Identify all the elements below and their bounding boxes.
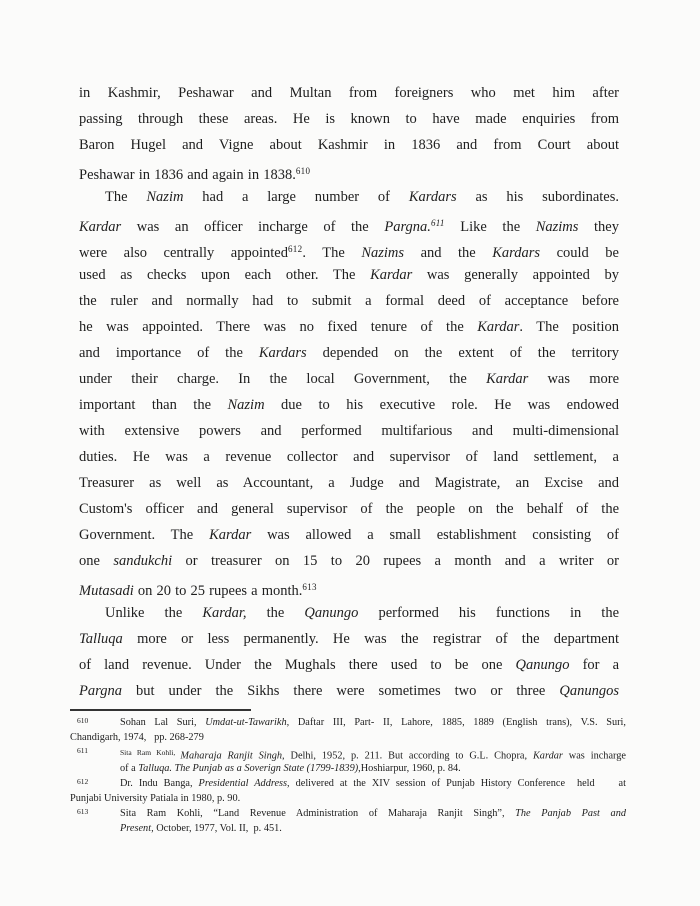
text-segment: Kardar	[532, 750, 563, 761]
text-segment: ,Hoshiarpur, 1960, p. 84.	[358, 762, 461, 774]
text-line	[79, 158, 619, 184]
text-segment: Talluqa. The Punjab as a Soverign State (1799-1839)	[138, 762, 359, 774]
text-segment: was incharge	[562, 750, 626, 761]
text-line	[79, 288, 619, 314]
text-line	[79, 392, 619, 418]
text-line	[79, 106, 619, 132]
text-segment: . The	[302, 245, 362, 261]
text-segment: Sohan Lal Suri,	[120, 717, 206, 728]
text-segment: was an officer incharge of the	[121, 219, 385, 235]
text-segment: Delhi, 1952, p. 211. But according to G.L. Chopra,	[284, 750, 533, 761]
document-body	[79, 80, 619, 704]
footnote-marker: 610	[77, 716, 89, 725]
text-segment: or treasurer on 15 to 20 rupees a month and a writer or	[172, 553, 619, 569]
text-line	[79, 652, 619, 678]
footnote-separator	[70, 709, 251, 711]
text-segment: for a	[569, 657, 619, 673]
text-line	[79, 678, 619, 704]
text-line	[79, 496, 619, 522]
text-segment: Like the	[444, 219, 536, 235]
text-segment: Kardars	[408, 189, 457, 205]
text-segment: Qanungos	[559, 683, 619, 699]
text-segment: Qanungo	[304, 605, 359, 621]
text-segment: Kardar,	[202, 605, 247, 621]
text-segment: with extensive powers and performed multifarious and multi-dimensional	[79, 423, 619, 439]
text-line	[79, 184, 619, 210]
text-line	[79, 600, 619, 626]
footnote-612	[70, 776, 626, 806]
text-line	[79, 314, 619, 340]
paragraph-1	[79, 80, 619, 184]
text-segment: Kardar	[209, 527, 252, 543]
text-segment: on 20 to 25 rupees a month.	[133, 583, 303, 599]
text-segment: Kardars	[492, 245, 541, 261]
footnote-610	[70, 715, 626, 745]
text-segment: Peshawar in 1836 and again in 1838.	[79, 167, 296, 183]
text-segment: Government. The	[79, 527, 210, 543]
footnote-reference: 611	[430, 218, 445, 228]
text-line	[79, 548, 619, 574]
text-segment: sandukchi	[113, 553, 173, 569]
text-segment: and importance of the	[79, 345, 259, 361]
text-segment: Maharaja Ranjit Singh,	[180, 750, 285, 761]
footnote-611	[70, 745, 626, 775]
text-segment: Nazims	[361, 245, 405, 261]
text-segment: Daftar III, Part- II, Lahore, 1885, 1889 (English trans), V.S. Suri,	[289, 717, 626, 728]
text-segment: duties. He was a revenue collector and supervisor of land settlement, a	[79, 449, 619, 465]
footnote-line	[70, 806, 626, 821]
text-line	[79, 340, 619, 366]
footnote-line	[70, 821, 626, 836]
text-segment: Nazim	[146, 189, 184, 205]
text-segment: more or less permanently. He was the registrar of the department	[122, 631, 619, 647]
text-segment: Kardars	[258, 345, 307, 361]
footnote-line	[70, 776, 626, 791]
paragraph-3	[79, 600, 619, 704]
text-segment: Chandigarh, 1974, pp. 268-279	[70, 732, 204, 744]
text-segment: Present,	[120, 823, 154, 835]
footnote-line	[70, 715, 626, 730]
footnote-line	[70, 791, 626, 806]
text-segment: of land revenue. Under the Mughals there used to be one	[79, 657, 516, 673]
footnote-line	[70, 745, 626, 760]
text-segment: Talluqa	[79, 631, 123, 647]
text-segment: passing through these areas. He is known to have made enquiries from	[79, 111, 619, 127]
text-segment: depended on the extent of the territory	[306, 345, 619, 361]
text-segment: one	[79, 553, 114, 569]
text-segment: Pargna.	[384, 219, 431, 235]
text-segment: they	[578, 219, 619, 235]
text-line	[79, 418, 619, 444]
text-line	[79, 574, 619, 600]
paragraph-2	[79, 184, 619, 600]
text-line	[79, 132, 619, 158]
text-segment: as his subordinates.	[456, 189, 619, 205]
text-line	[79, 470, 619, 496]
text-segment: Qanungo	[515, 657, 570, 673]
text-segment: was more	[528, 371, 619, 387]
text-segment: Treasurer as well as Accountant, a Judge and Magistrate, an Excise and	[79, 475, 619, 491]
text-segment: Nazim	[227, 397, 265, 413]
text-segment: of a	[120, 762, 139, 774]
text-segment: Kardar	[79, 219, 122, 235]
text-line	[79, 236, 619, 262]
text-segment: Kardar	[370, 267, 413, 283]
footnote-reference: 613	[302, 582, 317, 592]
footnote-marker: 612	[77, 776, 89, 786]
text-segment: Sita Ram Kohli,	[120, 748, 181, 758]
text-segment: could be	[540, 245, 619, 261]
text-line	[79, 444, 619, 470]
text-segment: Punjabi University Patiala in 1980, p. 90.	[70, 792, 241, 804]
text-segment: he was appointed. There was no fixed tenure of the	[79, 319, 478, 335]
text-segment: October, 1977, Vol. II, p. 451.	[153, 823, 282, 835]
text-segment: Unlike the	[105, 605, 203, 621]
text-segment: Pargna	[79, 683, 122, 699]
text-segment: Custom's officer and general supervisor of the people on the behalf of the	[79, 501, 619, 517]
text-segment: was generally appointed by	[412, 267, 619, 283]
text-segment: were also centrally appointed	[79, 245, 288, 261]
text-segment: Nazims	[535, 219, 579, 235]
text-segment: was allowed a small establishment consisting of	[251, 527, 619, 543]
text-segment: important than the	[79, 397, 228, 413]
text-segment: . The position	[519, 319, 619, 335]
footnote-reference: 610	[295, 166, 311, 176]
text-segment: used as checks upon each other. The	[79, 267, 371, 283]
footnote-marker: 613	[77, 807, 89, 817]
text-segment: Baron Hugel and Vigne about Kashmir in 1836 and from Court about	[79, 137, 619, 153]
text-segment: performed his functions in the	[358, 605, 619, 621]
text-segment: Mutasadi	[79, 583, 134, 599]
text-line	[79, 262, 619, 288]
text-segment: The	[105, 189, 147, 205]
text-segment: and the	[404, 245, 493, 261]
text-segment: in Kashmir, Peshawar and Multan from foreigners who met him after	[79, 85, 619, 101]
text-segment: Kardar	[477, 319, 520, 335]
text-line	[79, 80, 619, 106]
footnote-reference: 612	[287, 244, 303, 254]
text-line	[79, 366, 619, 392]
text-segment: Kardar	[486, 371, 529, 387]
footnote-line	[70, 761, 626, 776]
text-segment: but under the Sikhs there were sometimes two or three	[121, 683, 560, 699]
text-segment: delivered at the XIV session of Punjab History Conference held at	[289, 777, 626, 789]
text-segment: due to his executive role. He was endowed	[264, 397, 619, 413]
text-segment: Dr. Indu Banga,	[120, 777, 199, 789]
footnote-613	[70, 806, 626, 836]
footnote-line	[70, 730, 626, 745]
text-line	[79, 522, 619, 548]
text-segment: the	[246, 605, 305, 621]
text-segment: Sita Ram Kohli, “Land Revenue Administration of Maharaja Ranjit Singh”,	[120, 808, 516, 820]
text-line	[79, 626, 619, 652]
text-line	[79, 210, 619, 236]
text-segment: Umdat-ut-Tawarikh,	[205, 717, 290, 728]
text-segment: the ruler and normally had to submit a formal deed of acceptance before	[79, 293, 619, 309]
text-segment: Presidential Address,	[198, 777, 290, 789]
footnotes-section	[70, 715, 626, 837]
footnote-marker: 611	[77, 746, 88, 756]
text-segment: had a large number of	[183, 189, 409, 205]
text-segment: The Panjab Past and	[515, 808, 626, 820]
text-segment: under their charge. In the local Government, the	[79, 371, 487, 387]
